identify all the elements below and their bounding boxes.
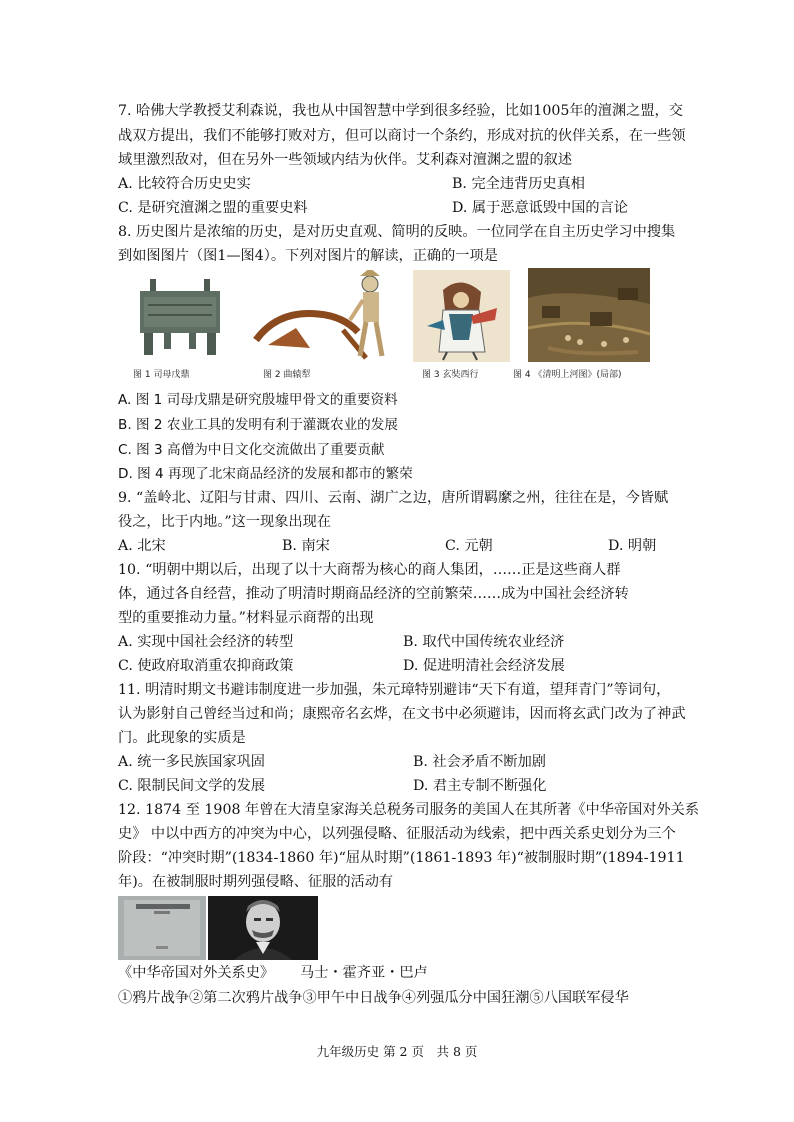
q10-option-d: D. 促进明清社会经济发展 [403, 658, 565, 674]
figure-1-caption: 图 1 司母戊鼎 [133, 370, 190, 380]
figure-1-bronze-ding [130, 275, 230, 360]
q9-option-c: C. 元朝 [445, 538, 493, 554]
figure-4-caption: 图 4 《清明上河图》(局部) [513, 370, 622, 380]
q9-stem-line2: 役之，比于内地。”这一现象出现在 [118, 514, 331, 530]
figure-3-caption: 图 3 玄奘西行 [422, 370, 479, 380]
q11-option-d: D. 君主专制不断强化 [413, 778, 547, 794]
q11-stem-line3: 门。此现象的实质是 [118, 730, 246, 746]
photo-caption-person: 马士・霍齐亚・巴卢 [300, 965, 428, 981]
q12-stem-line4: 年)。在被制服时期列强侵略、征服的活动有 [118, 874, 394, 890]
q12-choices: ①鸦片战争②第二次鸦片战争③甲午中日战争④列强瓜分中国狂潮⑤八国联军侵华 [118, 990, 629, 1006]
q11-stem-line2: 认为影射自己曾经当过和尚；康熙帝名玄烨，在文书中必须避讳，因而将玄武门改为了神武 [118, 706, 686, 722]
q8-option-c: C. 图 3 高僧为中日文化交流做出了重要贡献 [118, 442, 385, 458]
q12-stem-line2: 史》 中以中西方的冲突为中心，以列强侵略、征服活动为线索，把中西关系史划分为三个 [118, 826, 676, 842]
q8-stem-line1: 8. 历史图片是浓缩的历史，是对历史直观、简明的反映。一位同学在自主历史学习中搜集 [118, 224, 676, 240]
figure-2-caption: 图 2 曲辕犁 [263, 370, 311, 380]
q12-stem-line3: 阶段：“冲突时期”(1834-1860 年)“屈从时期”(1861-1893 年)“被制服时期”(1894-1911 [118, 850, 685, 866]
q9-option-d: D. 明朝 [608, 538, 657, 554]
q7-stem-line1: 7. 哈佛大学教授艾利森说，我也从中国智慧中学到很多经验，比如1005年的澶渊之盟，交 [118, 103, 683, 119]
q8-option-a: A. 图 1 司母戊鼎是研究殷墟甲骨文的重要资料 [118, 392, 398, 408]
q12-stem-line1: 12. 1874 至 1908 年曾在大清皇家海关总税务司服务的美国人在其所著《中华帝国对外关系 [118, 802, 700, 818]
book-cover-photo [118, 896, 206, 960]
q7-option-b: B. 完全违背历史真相 [452, 176, 585, 192]
photo-caption-book: 《中华帝国对外关系史》 [118, 965, 275, 981]
q11-option-c: C. 限制民间文学的发展 [118, 778, 266, 794]
q9-option-a: A. 北宋 [118, 538, 166, 554]
q7-option-d: D. 属于恶意诋毁中国的言论 [452, 200, 628, 216]
q10-stem-line3: 型的重要推动力量。”材料显示商帮的出现 [118, 610, 374, 626]
q8-option-b: B. 图 2 农业工具的发明有利于灌溉农业的发展 [118, 417, 398, 433]
q10-option-b: B. 取代中国传统农业经济 [403, 634, 565, 650]
q10-stem-line2: 体，通过各自经营，推动了明清时期商品经济的空前繁荣……成为中国社会经济转 [118, 586, 629, 602]
q8-option-d: D. 图 4 再现了北宋商品经济的发展和都市的繁荣 [118, 466, 413, 482]
q7-option-c: C. 是研究澶渊之盟的重要史料 [118, 200, 308, 216]
q10-option-a: A. 实现中国社会经济的转型 [118, 634, 294, 650]
q9-stem-line1: 9. “盖岭北、辽阳与甘肃、四川、云南、湖广之边，唐所谓羁縻之州，往往在是，今皆赋 [118, 490, 669, 506]
figure-4-qingming-scroll [528, 268, 650, 362]
q7-option-a: A. 比较符合历史史实 [118, 176, 251, 192]
page-footer: 九年级历史 第 2 页 共 8 页 [316, 1044, 478, 1059]
q10-option-c: C. 使政府取消重农抑商政策 [118, 658, 294, 674]
q7-stem-line3: 域里激烈敌对，但在另外一些领域内结为伙伴。艾利森对澶渊之盟的叙述 [118, 152, 573, 168]
q11-stem-line1: 11. 明清时期文书避讳制度进一步加强，朱元璋特别避讳“天下有道，望拜青门”等词句， [118, 682, 671, 698]
q9-option-b: B. 南宋 [282, 538, 330, 554]
q7-stem-line2: 战双方提出，我们不能够打败对方，但可以商讨一个条约，形成对抗的伙伴关系，在一些领 [118, 128, 686, 144]
figure-2-curved-plough [248, 270, 398, 362]
q8-stem-line2: 到如图图片（图1—图4）。下列对图片的解读，正确的一项是 [118, 248, 498, 264]
q10-stem-line1: 10. “明朝中期以后，出现了以十大商帮为核心的商人集团，……正是这些商人群 [118, 562, 621, 578]
q11-option-a: A. 统一多民族国家巩固 [118, 754, 265, 770]
q11-option-b: B. 社会矛盾不断加剧 [413, 754, 546, 770]
portrait-photo [208, 896, 318, 960]
figure-3-xuanzang-painting [413, 270, 510, 362]
